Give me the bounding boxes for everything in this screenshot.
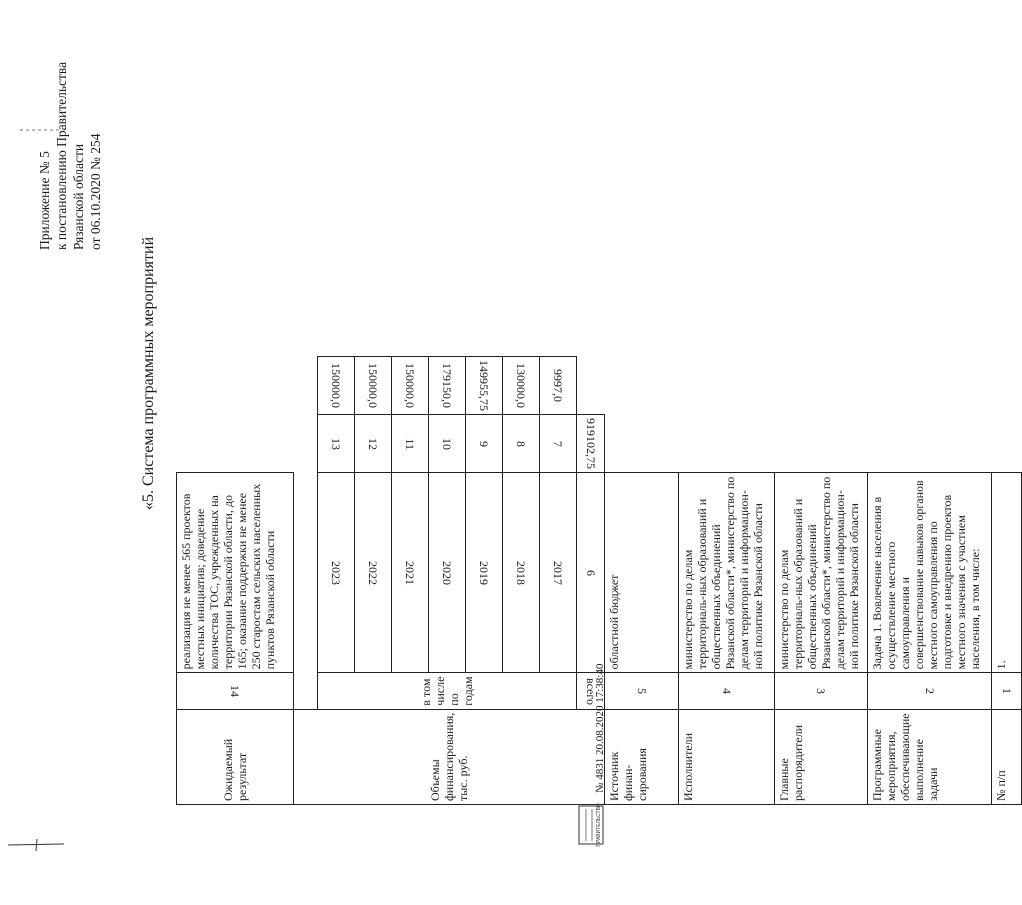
header-programs: Программные мероприятия, обеспечивающие выполнение задачи (868, 709, 992, 804)
registration-footer: № 4831 20.08.2020 17:38:40 (594, 663, 606, 793)
year-2021-label: 2021 (392, 473, 429, 673)
value-total: 919102,75 (577, 415, 605, 473)
year-2020-label: 2020 (429, 473, 466, 673)
appendix-region: Рязанской области (71, 143, 86, 250)
year-2017-label: 2017 (540, 473, 577, 673)
value-2019: 149955,75 (466, 357, 503, 415)
header-managers: Главные распорядители (775, 709, 868, 804)
value-2017: 9997,0 (540, 357, 577, 415)
value-2018: 130000,0 (503, 357, 540, 415)
header-executors: Исполнители (679, 709, 775, 804)
result-text: реализация не менее 565 проектов местных инициатив; доведение количества ТОС, учрежденных на территории Рязанской области, до 165; оказание поддержки не менее 250 старостам сельских населенных пунктов Рязанской области (179, 483, 277, 670)
year-2023-label: 2023 (318, 473, 355, 673)
section-heading: «5. Система программных мероприятий (140, 236, 157, 510)
colnum-1: 1 (992, 673, 1022, 709)
cell-source: областной бюджет (605, 473, 679, 673)
header-num: № п/п (992, 709, 1022, 804)
colnum-5: 5 (605, 673, 679, 709)
header-source: Источник финан-сирования (605, 709, 679, 804)
appendix-title: Приложение № 5 (37, 151, 52, 250)
header-result (177, 709, 294, 804)
value-2020: 179150,0 (429, 357, 466, 415)
colnum-11: 11 (392, 415, 429, 473)
colnum-10: 10 (429, 415, 466, 473)
registration-stamp (578, 805, 604, 845)
cell-task: Задача 1. Вовлечение населения в осуществление местного самоуправления и совершенствование навыков органов местного самоуправления по подготовке и внедрению проектов местного значения с участием населения, в том числе: (868, 473, 992, 673)
margin-scribble (6, 825, 66, 865)
cell-num: 1. (992, 473, 1022, 673)
colnum-6: 6 (577, 473, 605, 673)
colnum-8: 8 (503, 415, 540, 473)
appendix-date: от 06.10.2020 № 254 (88, 133, 103, 250)
colnum-4: 4 (679, 673, 775, 709)
svg-text:ПРАВИТЕЛЬСТВО: ПРАВИТЕЛЬСТВО (596, 803, 602, 847)
cell-managers: министерство по делам территориаль-ных образований и общественных объединений Рязанской области*, министерство по делам территорий и информацион-ной политике Рязанской области (775, 473, 868, 673)
year-2018-label: 2018 (503, 473, 540, 673)
colnum-14: 14 (177, 673, 294, 709)
header-result-text: Ожидаемый результат (221, 738, 249, 801)
year-2022-label: 2022 (355, 473, 392, 673)
cell-executors: министерство по делам территориаль-ных образований и общественных объединений Рязанской области*, министерство по делам территорий и информацион-ной политике Рязанской области (679, 473, 775, 673)
year-2019-label: 2019 (466, 473, 503, 673)
header-funding (294, 709, 605, 804)
colnum-13: 13 (318, 415, 355, 473)
header-funding-text: Объемы финансирования, тыс. руб. (428, 712, 470, 801)
colnum-2: 2 (868, 673, 992, 709)
value-2022: 150000,0 (355, 357, 392, 415)
colnum-12: 12 (355, 415, 392, 473)
colnum-7: 7 (540, 415, 577, 473)
value-2023: 150000,0 (318, 357, 355, 415)
value-2021: 150000,0 (392, 357, 429, 415)
header-by-years: в том числе по годам (318, 673, 577, 709)
appendix-subtitle: к постановлению Правительства (54, 61, 69, 250)
header-total: всего (577, 673, 605, 709)
colnum-3: 3 (775, 673, 868, 709)
cell-result (177, 473, 294, 673)
colnum-9: 9 (466, 415, 503, 473)
